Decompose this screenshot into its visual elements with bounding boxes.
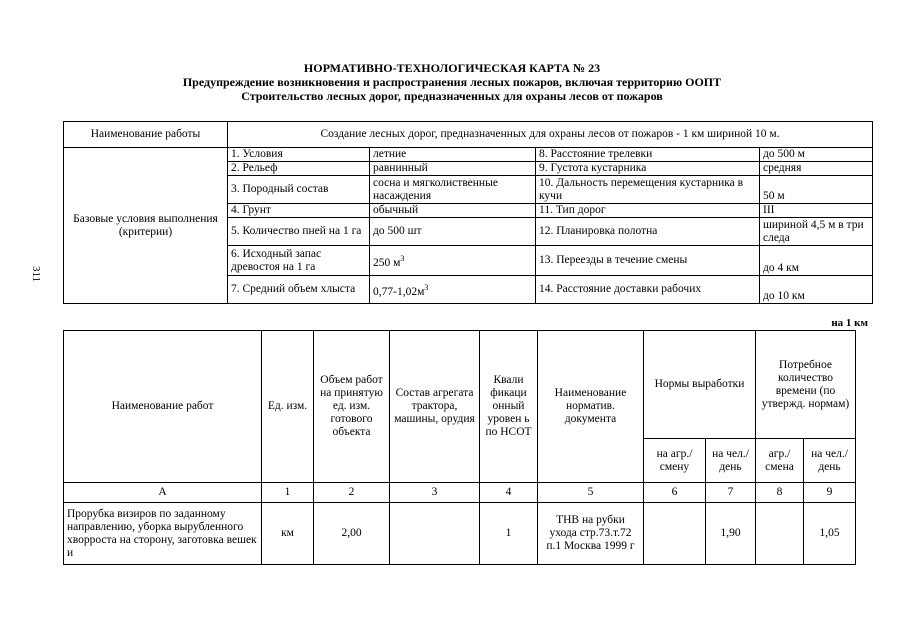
cond-label: 5. Количество пней на 1 га [228,218,370,246]
cond-label: 8. Расстояние трелевки [536,148,760,162]
cond-label: 9. Густота кустарника [536,162,760,176]
index-cell: 1 [262,483,314,503]
unit-note: на 1 км [831,317,868,329]
cond-label: 10. Дальность перемещения кустарника в кучи [536,176,760,204]
index-cell: 3 [390,483,480,503]
cond-value: III [760,204,873,218]
work-document: ТНВ на рубки ухода стр.73.т.72 п.1 Москва 1999 г [538,503,644,565]
works-table [63,330,856,565]
index-cell: 7 [706,483,756,503]
work-time-agr [756,503,804,565]
cond-value: обычный [370,204,536,218]
cond-label: 2. Рельеф [228,162,370,176]
doc-subtitle-1: Предупреждение возникновения и распространения лесных пожаров, включая территорию ООПТ [182,75,722,89]
index-cell: 8 [756,483,804,503]
doc-title: НОРМАТИВНО-ТЕХНОЛОГИЧЕСКАЯ КАРТА № 23 [303,61,601,75]
work-aggregate [390,503,480,565]
work-time-man: 1,05 [804,503,856,565]
col-header-norms: Нормы выработки [644,331,756,439]
col-header-name: Наименование работ [64,331,262,483]
work-name: Прорубка визиров по заданному направлению, уборка вырубленного хворроста на сторону, заготовка вешек и [64,503,262,565]
cond-value: летние [370,148,536,162]
page-number: 311 [30,265,43,283]
col-header-volume: Объем работ на принятую ед. изм. готового объекта [314,331,390,483]
cond-label: 12. Планировка полотна [536,218,760,246]
cond-label: 4. Грунт [228,204,370,218]
work-volume: 2,00 [314,503,390,565]
cond-label: 3. Породный состав [228,176,370,204]
work-norm-agr [644,503,706,565]
work-qualification: 1 [480,503,538,565]
cond-label: 14. Расстояние доставки рабочих [536,276,760,304]
index-cell: 5 [538,483,644,503]
work-label: Наименование работы [64,122,228,148]
cond-value: 250 $м^3$ [370,246,536,276]
cond-value: равнинный [370,162,536,176]
conditions-table [63,121,873,304]
index-cell: 2 [314,483,390,503]
index-cell: 4 [480,483,538,503]
work-value: Создание лесных дорог, предназначенных для охраны лесов от пожаров - 1 км шириной 10 м. [228,122,873,148]
cond-value: шириной 4,5 м в три следа [760,218,873,246]
cond-value: сосна и мягколиственные насаждения [370,176,536,204]
col-header-time-agr: агр./ смена [756,439,804,483]
cond-value: до 500 м [760,148,873,162]
table-row [64,503,856,565]
col-header-time: Потребное количество времени (по утвержд. нормам) [756,331,856,439]
cond-value: $0,77-1,02м^3$ [370,276,536,304]
index-cell: А [64,483,262,503]
col-header-norm-agr: на агр./ смену [644,439,706,483]
col-header-aggregate: Состав агрегата трактора, машины, орудия [390,331,480,483]
cond-value: до 500 шт [370,218,536,246]
col-header-unit: Ед. изм. [262,331,314,483]
cond-value: до 10 км [760,276,873,304]
doc-subtitle-2: Строительство лесных дорог, предназначенных для охраны лесов от пожаров [241,89,663,103]
cond-label: 1. Условия [228,148,370,162]
col-header-time-man: на чел./ день [804,439,856,483]
col-header-qualification: Квали фикаци онный уровен ь по НСОТ [480,331,538,483]
cond-label: 7. Средний объем хлыста [228,276,370,304]
cond-label: 6. Исходный запас древостоя на 1 га [228,246,370,276]
cond-label: 13. Переезды в течение смены [536,246,760,276]
index-cell: 6 [644,483,706,503]
col-header-document: Наименование норматив. документа [538,331,644,483]
cond-label: 11. Тип дорог [536,204,760,218]
cond-value: средняя [760,162,873,176]
col-header-norm-man: на чел./ день [706,439,756,483]
cond-value: до 4 км [760,246,873,276]
work-norm-man: 1,90 [706,503,756,565]
cond-value: 50 м [760,176,873,204]
base-conditions-label: Базовые условия выполнения (критерии) [64,148,228,304]
index-cell: 9 [804,483,856,503]
work-unit: км [262,503,314,565]
